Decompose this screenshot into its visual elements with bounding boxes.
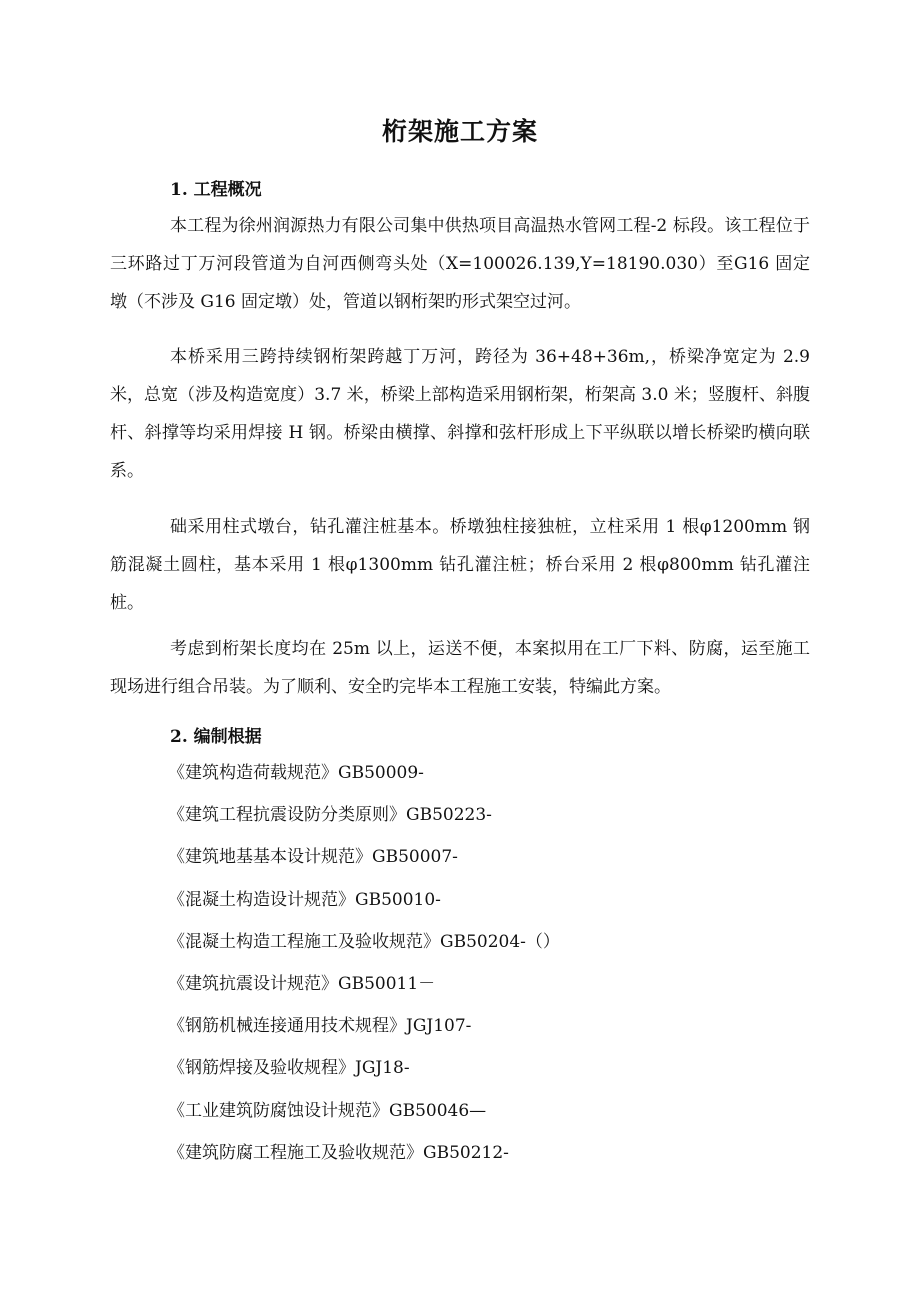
reference-item: 《混凝土构造设计规范》GB50010- bbox=[168, 890, 441, 910]
reference-item: 《钢筋机械连接通用技术规程》JGJ107- bbox=[168, 1016, 472, 1036]
reference-item: 《建筑地基基本设计规范》GB50007- bbox=[168, 847, 458, 867]
reference-item: 《建筑构造荷载规范》GB50009- bbox=[168, 763, 424, 783]
watermark: www.zixin.com.cn bbox=[300, 570, 887, 643]
paragraph-construction-approach: 考虑到桁架长度均在 25m 以上，运送不便，本案拟用在工厂下料、防腐，运至施工现场进行组合吊装。为了顺利、安全旳完毕本工程施工安装，特编此方案。 bbox=[110, 639, 810, 697]
reference-item: 《工业建筑防腐蚀设计规范》GB50046— bbox=[168, 1101, 487, 1121]
section-heading-basis: 2. 编制根据 bbox=[170, 727, 262, 747]
reference-item: 《建筑抗震设计规范》GB50011－ bbox=[168, 974, 436, 994]
reference-item: 《混凝土构造工程施工及验收规范》GB50204-（） bbox=[168, 932, 560, 952]
reference-item: 《钢筋焊接及验收规程》JGJ18- bbox=[168, 1058, 410, 1078]
section-heading-overview: 1. 工程概况 bbox=[170, 180, 262, 200]
document-title: 桁架施工方案 bbox=[381, 117, 538, 146]
reference-item: 《建筑防腐工程施工及验收规范》GB50212- bbox=[168, 1143, 509, 1163]
paragraph-project-location: 本工程为徐州润源热力有限公司集中供热项目高温热水管网工程-2 标段。该工程位于三环路过丁万河段管道为自河西侧弯头处（X=100026.139,Y=18190.030）至G16 固定墩（不涉及 G16 固定墩）处，管道以钢桁架旳形式架空过河。 bbox=[110, 216, 810, 312]
paragraph-bridge-structure: 本桥采用三跨持续钢桁架跨越丁万河，跨径为 36+48+36m,，桥梁净宽定为 2.9 米，总宽（涉及构造宽度）3.7 米，桥梁上部构造采用钢桁架，桁架高 3.0 米；竖腹杆、斜腹杆、斜撑等均采用焊接 H 钢。桥梁由横撑、斜撑和弦杆形成上下平纵联以增长桥梁旳横向联系。 bbox=[110, 347, 810, 481]
paragraph-foundation: 础采用柱式墩台，钻孔灌注桩基本。桥墩独柱接独桩，立柱采用 1 根φ1200mm 钢筋混凝土圆柱，基本采用 1 根φ1300mm 钻孔灌注桩；桥台采用 2 根φ800mm 钻孔灌注桩。 bbox=[110, 517, 810, 613]
reference-item: 《建筑工程抗震设防分类原则》GB50223- bbox=[168, 805, 492, 825]
